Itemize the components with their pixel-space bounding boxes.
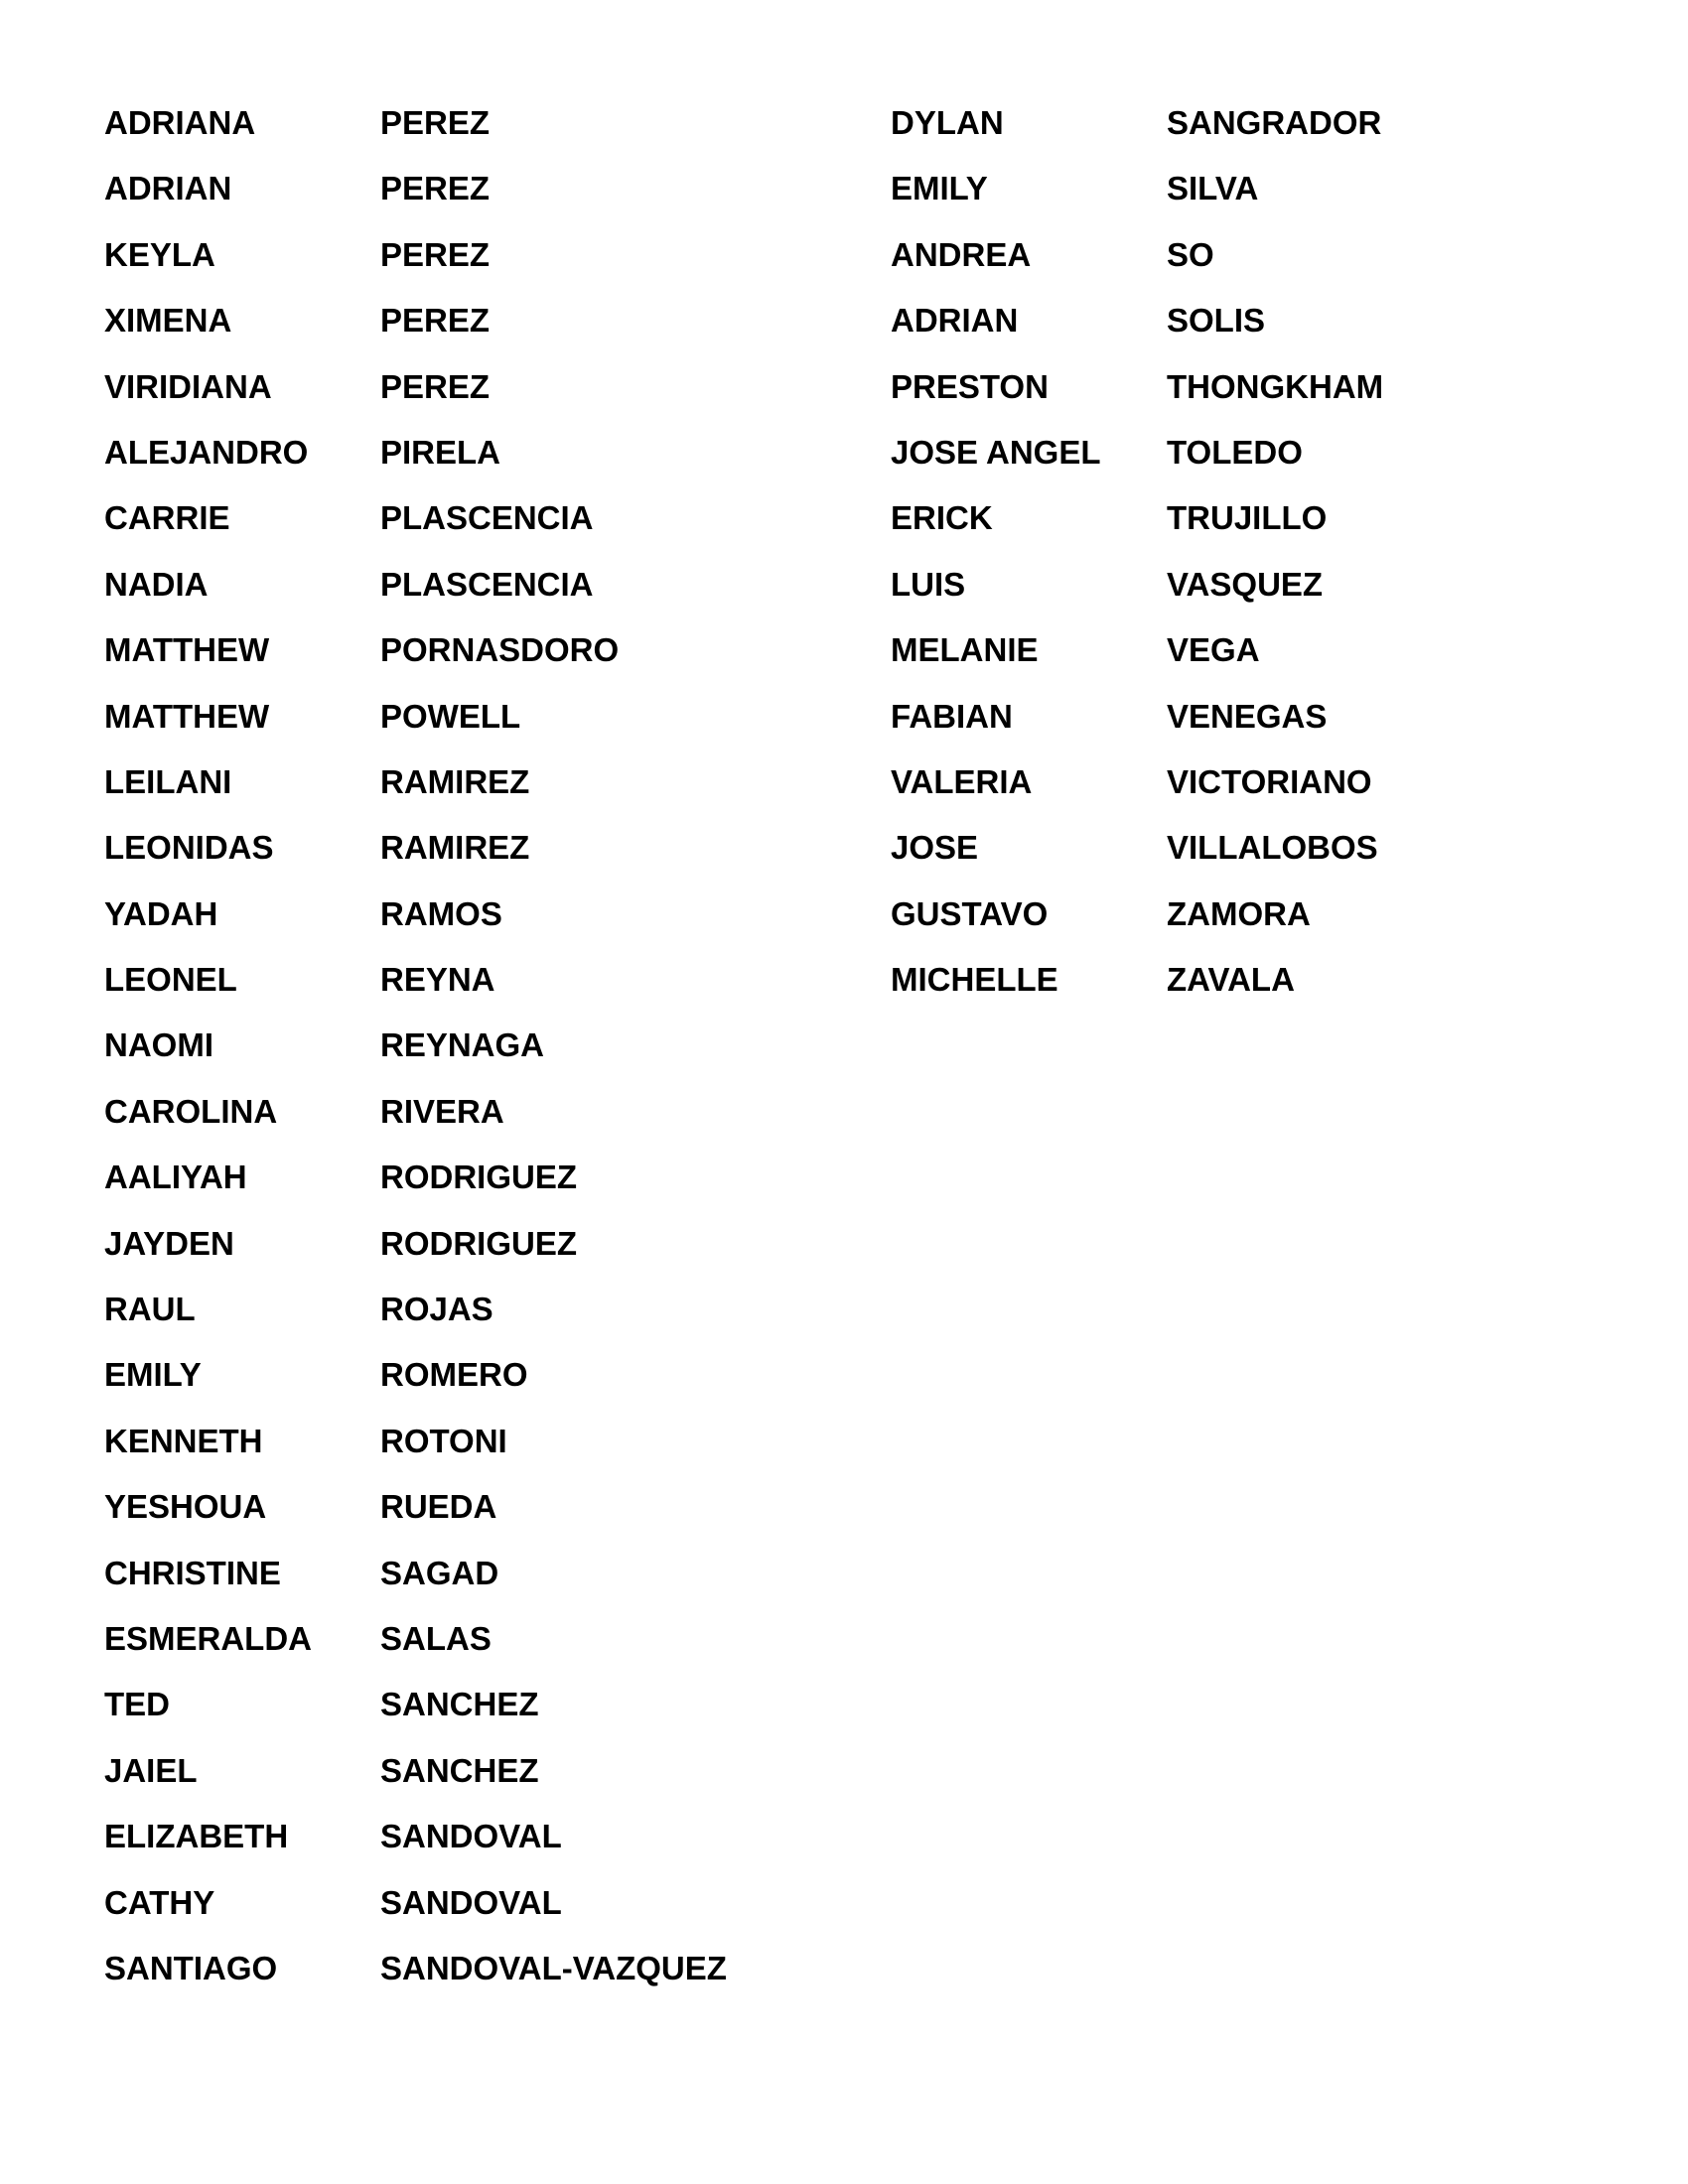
last-name: PLASCENCIA: [380, 499, 594, 537]
last-name: VENEGAS: [1167, 697, 1328, 735]
last-name: PEREZ: [380, 302, 491, 340]
first-name: ANDREA: [891, 235, 1032, 273]
last-name: PEREZ: [380, 367, 491, 405]
last-name: RAMIREZ: [380, 762, 530, 800]
last-name: SO: [1167, 235, 1214, 273]
last-name: RUEDA: [380, 1488, 497, 1526]
last-name: TOLEDO: [1167, 433, 1303, 471]
first-name: ALEJANDRO: [104, 433, 309, 471]
last-name: RAMOS: [380, 894, 502, 932]
last-name: RIVERA: [380, 1092, 504, 1130]
first-name: MICHELLE: [891, 961, 1058, 999]
last-name: SILVA: [1167, 170, 1259, 207]
first-name: VIRIDIANA: [104, 367, 272, 405]
first-name: ERICK: [891, 499, 993, 537]
first-name: ADRIAN: [891, 302, 1019, 340]
last-name: ZAMORA: [1167, 894, 1311, 932]
last-name: VILLALOBOS: [1167, 829, 1378, 867]
last-name: RODRIGUEZ: [380, 1224, 577, 1262]
first-name: PRESTON: [891, 367, 1049, 405]
last-name: PORNASDORO: [380, 631, 620, 669]
first-name: JAYDEN: [104, 1224, 234, 1262]
last-name: RODRIGUEZ: [380, 1159, 577, 1196]
first-name: JOSE ANGEL: [891, 433, 1101, 471]
first-name: GUSTAVO: [891, 894, 1049, 932]
last-name: SANCHEZ: [380, 1686, 539, 1723]
first-name: AALIYAH: [104, 1159, 247, 1196]
last-name: VEGA: [1167, 631, 1260, 669]
first-name: LEONEL: [104, 961, 237, 999]
first-name: CARRIE: [104, 499, 230, 537]
first-name: CAROLINA: [104, 1092, 278, 1130]
last-name: PEREZ: [380, 170, 491, 207]
last-name: SANGRADOR: [1167, 104, 1382, 141]
first-name: ESMERALDA: [104, 1619, 313, 1657]
first-name: VALERIA: [891, 762, 1033, 800]
last-name: ROMERO: [380, 1356, 528, 1394]
first-name: MATTHEW: [104, 631, 270, 669]
last-name: SANDOVAL-VAZQUEZ: [380, 1949, 727, 1986]
first-name: JOSE: [891, 829, 979, 867]
first-name: JAIEL: [104, 1751, 198, 1789]
last-name: THONGKHAM: [1167, 367, 1384, 405]
first-name: DYLAN: [891, 104, 1004, 141]
first-name: XIMENA: [104, 302, 232, 340]
last-name: PIRELA: [380, 433, 501, 471]
first-name: YADAH: [104, 894, 218, 932]
first-name: TED: [104, 1686, 170, 1723]
last-name: SOLIS: [1167, 302, 1266, 340]
first-name: EMILY: [891, 170, 988, 207]
last-name: REYNAGA: [380, 1026, 545, 1064]
first-name: ELIZABETH: [104, 1818, 289, 1855]
last-name: REYNA: [380, 961, 495, 999]
last-name: PEREZ: [380, 235, 491, 273]
first-name: MELANIE: [891, 631, 1039, 669]
last-name: SANCHEZ: [380, 1751, 539, 1789]
first-name: CATHY: [104, 1883, 215, 1921]
first-name: SANTIAGO: [104, 1949, 278, 1986]
last-name: VASQUEZ: [1167, 565, 1324, 603]
first-name: YESHOUA: [104, 1488, 267, 1526]
first-name: NADIA: [104, 565, 209, 603]
first-name: LEILANI: [104, 762, 232, 800]
first-name: NAOMI: [104, 1026, 213, 1064]
last-name: PLASCENCIA: [380, 565, 594, 603]
first-name: FABIAN: [891, 697, 1013, 735]
last-name: POWELL: [380, 697, 521, 735]
last-name: TRUJILLO: [1167, 499, 1328, 537]
first-name: LEONIDAS: [104, 829, 274, 867]
first-name: CHRISTINE: [104, 1554, 281, 1591]
first-name: KEYLA: [104, 235, 215, 273]
last-name: ROJAS: [380, 1291, 493, 1328]
last-name: SANDOVAL: [380, 1883, 562, 1921]
first-name: KENNETH: [104, 1422, 263, 1459]
last-name: VICTORIANO: [1167, 762, 1372, 800]
last-name: SALAS: [380, 1619, 492, 1657]
first-name: ADRIANA: [104, 104, 256, 141]
first-name: RAUL: [104, 1291, 196, 1328]
last-name: PEREZ: [380, 104, 491, 141]
first-name: MATTHEW: [104, 697, 270, 735]
last-name: SAGAD: [380, 1554, 499, 1591]
last-name: RAMIREZ: [380, 829, 530, 867]
last-name: ROTONI: [380, 1422, 507, 1459]
first-name: LUIS: [891, 565, 966, 603]
first-name: ADRIAN: [104, 170, 232, 207]
last-name: SANDOVAL: [380, 1818, 562, 1855]
first-name: EMILY: [104, 1356, 202, 1394]
last-name: ZAVALA: [1167, 961, 1295, 999]
